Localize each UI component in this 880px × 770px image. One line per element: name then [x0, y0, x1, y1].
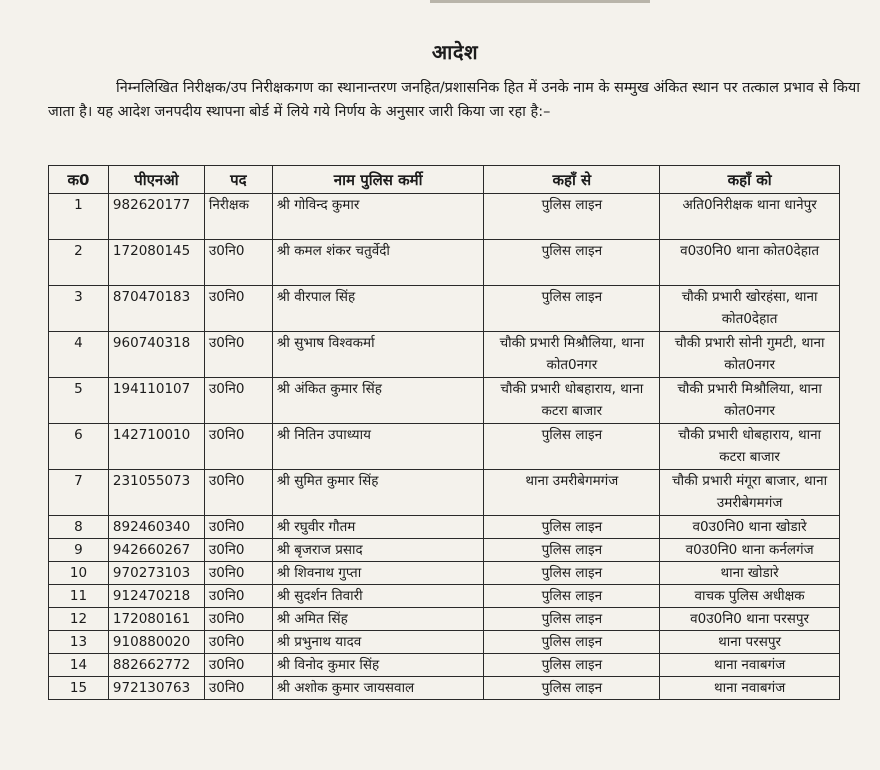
cell-serial: 14 [49, 654, 109, 677]
cell-to: व0उ0नि0 थाना परसपुर [660, 608, 840, 631]
cell-post: उ0नि0 [204, 378, 272, 424]
table-row [49, 378, 840, 424]
cell-pno: 142710010 [108, 424, 204, 470]
header-post: पद [204, 166, 272, 194]
cell-name: श्री शिवनाथ गुप्ता [272, 562, 484, 585]
cell-from: पुलिस लाइन [484, 608, 660, 631]
cell-to: वाचक पुलिस अधीक्षक [660, 585, 840, 608]
cell-pno: 882662772 [108, 654, 204, 677]
cell-from: पुलिस लाइन [484, 539, 660, 562]
cell-to: थाना नवाबगंज [660, 654, 840, 677]
header-from: कहाँ से [484, 166, 660, 194]
cell-name: श्री अशोक कुमार जायसवाल [272, 677, 484, 700]
cell-to: चौकी प्रभारी सोनी गुमटी, थाना कोत0नगर [660, 332, 840, 378]
cell-serial: 3 [49, 286, 109, 332]
cell-post: उ0नि0 [204, 332, 272, 378]
header-pno: पीएनओ [108, 166, 204, 194]
cell-serial: 2 [49, 240, 109, 286]
cell-post: उ0नि0 [204, 654, 272, 677]
cell-from: पुलिस लाइन [484, 631, 660, 654]
transfer-table [48, 165, 840, 700]
table-row [49, 332, 840, 378]
cell-pno: 172080145 [108, 240, 204, 286]
cell-serial: 12 [49, 608, 109, 631]
cell-to: व0उ0नि0 थाना कर्नलगंज [660, 539, 840, 562]
table-row [49, 240, 840, 286]
cell-pno: 982620177 [108, 194, 204, 240]
cell-from: पुलिस लाइन [484, 286, 660, 332]
cell-pno: 942660267 [108, 539, 204, 562]
table-row [49, 562, 840, 585]
table-row [49, 631, 840, 654]
cell-pno: 960740318 [108, 332, 204, 378]
table-row [49, 677, 840, 700]
cell-from: पुलिस लाइन [484, 654, 660, 677]
table-row [49, 286, 840, 332]
cell-pno: 194110107 [108, 378, 204, 424]
table-row [49, 194, 840, 240]
cell-name: श्री गोविन्द कुमार [272, 194, 484, 240]
cell-post: उ0नि0 [204, 562, 272, 585]
cell-name: श्री रघुवीर गौतम [272, 516, 484, 539]
cell-post: उ0नि0 [204, 240, 272, 286]
cell-serial: 8 [49, 516, 109, 539]
cell-post: उ0नि0 [204, 424, 272, 470]
cell-to: थाना खोडारे [660, 562, 840, 585]
cell-name: श्री सुदर्शन तिवारी [272, 585, 484, 608]
cell-post: उ0नि0 [204, 585, 272, 608]
cell-to: चौकी प्रभारी खोरहंसा, थाना कोत0देहात [660, 286, 840, 332]
header-name: नाम पुलिस कर्मी [272, 166, 484, 194]
table-row [49, 424, 840, 470]
table-row [49, 470, 840, 516]
cell-to: चौकी प्रभारी धोबहाराय, थाना कटरा बाजार [660, 424, 840, 470]
cell-to: चौकी प्रभारी मंगूरा बाजार, थाना उमरीबेगमगंज [660, 470, 840, 516]
cell-from: पुलिस लाइन [484, 424, 660, 470]
cell-from: पुलिस लाइन [484, 677, 660, 700]
cell-to: थाना नवाबगंज [660, 677, 840, 700]
cell-serial: 10 [49, 562, 109, 585]
cell-post: उ0नि0 [204, 470, 272, 516]
table-row [49, 654, 840, 677]
cell-serial: 6 [49, 424, 109, 470]
cell-pno: 970273103 [108, 562, 204, 585]
cell-name: श्री अमित सिंह [272, 608, 484, 631]
cell-pno: 231055073 [108, 470, 204, 516]
cell-to: व0उ0नि0 थाना खोडारे [660, 516, 840, 539]
cell-serial: 15 [49, 677, 109, 700]
cell-name: श्री सुमित कुमार सिंह [272, 470, 484, 516]
cell-post: उ0नि0 [204, 631, 272, 654]
cell-from: पुलिस लाइन [484, 516, 660, 539]
cell-name: श्री बृजराज प्रसाद [272, 539, 484, 562]
cell-serial: 9 [49, 539, 109, 562]
cell-from: चौकी प्रभारी धोबहाराय, थाना कटरा बाजार [484, 378, 660, 424]
cell-serial: 13 [49, 631, 109, 654]
intro-text: निम्नलिखित निरीक्षक/उप निरीक्षकगण का स्थानान्तरण जनहित/प्रशासनिक हित में उनके नाम के सम्मुख अंकित स्थान पर तत्काल प्रभाव से किया जाता है। यह आदेश जनपदीय स्थापना बोर्ड में लिये गये निर्णय के अनुसार जारी किया जा रहा है:– [48, 80, 860, 120]
cell-from: पुलिस लाइन [484, 585, 660, 608]
cell-name: श्री वीरपाल सिंह [272, 286, 484, 332]
cell-from: थाना उमरीबेगमगंज [484, 470, 660, 516]
cell-post: निरीक्षक [204, 194, 272, 240]
cell-to: अति0निरीक्षक थाना धानेपुर [660, 194, 840, 240]
table-row [49, 516, 840, 539]
cell-pno: 892460340 [108, 516, 204, 539]
page-top-rule [430, 0, 650, 3]
cell-post: उ0नि0 [204, 286, 272, 332]
cell-to: चौकी प्रभारी मिश्रौलिया, थाना कोत0नगर [660, 378, 840, 424]
cell-serial: 5 [49, 378, 109, 424]
cell-serial: 11 [49, 585, 109, 608]
document-title: आदेश [431, 40, 479, 64]
cell-serial: 4 [49, 332, 109, 378]
cell-from: पुलिस लाइन [484, 562, 660, 585]
cell-pno: 910880020 [108, 631, 204, 654]
cell-pno: 870470183 [108, 286, 204, 332]
cell-pno: 172080161 [108, 608, 204, 631]
cell-from: पुलिस लाइन [484, 194, 660, 240]
table-header-row [49, 166, 840, 194]
cell-name: श्री सुभाष विश्वकर्मा [272, 332, 484, 378]
table-row [49, 608, 840, 631]
cell-from: चौकी प्रभारी मिश्रौलिया, थाना कोत0नगर [484, 332, 660, 378]
cell-pno: 972130763 [108, 677, 204, 700]
cell-to: व0उ0नि0 थाना कोत0देहात [660, 240, 840, 286]
cell-post: उ0नि0 [204, 608, 272, 631]
cell-serial: 7 [49, 470, 109, 516]
cell-post: उ0नि0 [204, 677, 272, 700]
table-row [49, 539, 840, 562]
cell-name: श्री अंकित कुमार सिंह [272, 378, 484, 424]
cell-name: श्री कमल शंकर चतुर्वेदी [272, 240, 484, 286]
cell-post: उ0नि0 [204, 539, 272, 562]
cell-name: श्री नितिन उपाध्याय [272, 424, 484, 470]
cell-serial: 1 [49, 194, 109, 240]
intro-paragraph [48, 76, 860, 124]
cell-post: उ0नि0 [204, 516, 272, 539]
cell-name: श्री प्रभुनाथ यादव [272, 631, 484, 654]
cell-to: थाना परसपुर [660, 631, 840, 654]
header-to: कहाँ को [660, 166, 840, 194]
header-serial: क0 [49, 166, 109, 194]
cell-name: श्री विनोद कुमार सिंह [272, 654, 484, 677]
table-row [49, 585, 840, 608]
cell-pno: 912470218 [108, 585, 204, 608]
cell-from: पुलिस लाइन [484, 240, 660, 286]
